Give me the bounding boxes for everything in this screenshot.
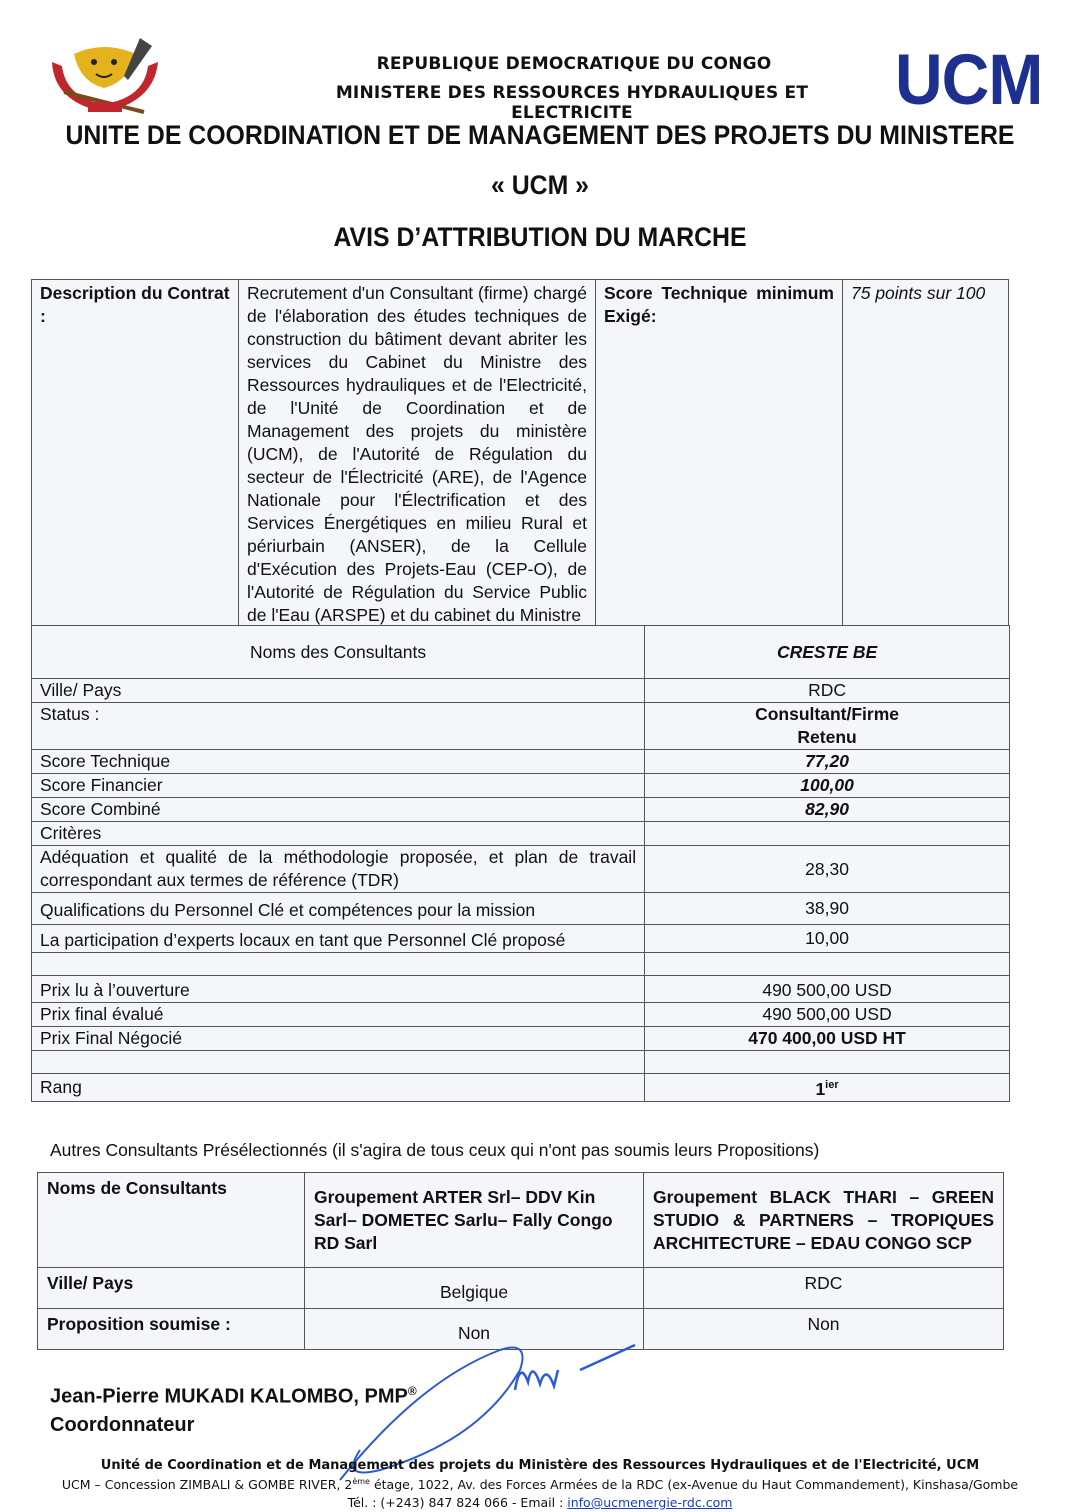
row-value: 490 500,00 USD: [645, 976, 1010, 1003]
table-row: [32, 774, 1010, 798]
contract-description: Recrutement d'un Consultant (firme) chargé de l'élaboration des études techniques de construction du bâtiment devant abriter les services du Cabinet du Ministre des Ressources hydrauliques et de l'Electricité, de l'Unité de Coordination et de Management des projets du ministère (UCM), de l'Autorité de Régulation du secteur de l'Électricité (ARE), de l'Agence Nationale pour l'Électrification et des Services Énergétiques en milieu Rural et périurbain (ANSER), de la Cellule d'Exécution des Projets-Eau (CEP-O), de l'Autorité de Régulation du Service Public de l'Eau (ARSPE) et du cabinet du Ministre: [239, 280, 596, 630]
row-label: Critères: [32, 822, 645, 846]
signatory-title: Coordonnateur: [50, 1413, 195, 1436]
footer-address-part2: étage, 1022, Av. des Forces Armées de la RDC (ex-Avenue du Haut Commandement), Kinshasa/Gombe: [369, 1477, 1019, 1493]
rank-number: 1: [815, 1078, 826, 1099]
row-label: La participation d’experts locaux en tant que Personnel Clé proposé: [32, 925, 645, 953]
table-row: [32, 1074, 1010, 1102]
submitted-label: Proposition soumise :: [38, 1309, 305, 1350]
row-value: Consultant/Firme Retenu: [645, 703, 1010, 750]
footer-address-part1: UCM – Concession ZIMBALI & GOMBE RIVER, 2: [61, 1477, 353, 1493]
row-label: Qualifications du Personnel Clé et compétences pour la mission: [32, 893, 645, 925]
other-consultants-table: [37, 1172, 1004, 1350]
row-value: [645, 822, 1010, 846]
contract-table: [31, 279, 1009, 630]
footer-address: [0, 1477, 1080, 1492]
min-score-label: Score Technique minimum Exigé:: [596, 280, 843, 630]
footer-contact: [0, 1495, 1080, 1510]
row-value: 470 400,00 USD HT: [645, 1027, 1010, 1051]
table-row: [32, 1003, 1010, 1027]
row-label: Status :: [32, 703, 645, 750]
row-label: Score Combiné: [32, 798, 645, 822]
firm-2-submitted: Non: [644, 1309, 1004, 1350]
notice-title: AVIS D’ATTRIBUTION DU MARCHE: [333, 222, 747, 252]
registered-mark: ®: [407, 1384, 417, 1398]
ucm-logo: UCM: [895, 39, 1043, 119]
firm-1-city: Belgique: [305, 1268, 644, 1309]
firm-1-name: Groupement ARTER Srl– DDV Kin Sarl– DOMETEC Sarlu– Fally Congo RD Sarl: [305, 1173, 644, 1268]
row-value: 100,00: [645, 774, 1010, 798]
acronym-title: « UCM »: [490, 170, 590, 200]
firm-2-city: RDC: [644, 1268, 1004, 1309]
row-label: Prix Final Négocié: [32, 1027, 645, 1051]
row-value: [645, 1051, 1010, 1074]
row-value: 490 500,00 USD: [645, 1003, 1010, 1027]
consultant-name: CRESTE BE: [645, 626, 1010, 679]
table-row: [32, 846, 1010, 893]
evaluation-table: [31, 625, 1010, 1102]
unit-title: UNITE DE COORDINATION ET DE MANAGEMENT DES PROJETS DU MINISTERE: [65, 120, 1015, 150]
min-score-value: 75 points sur 100: [843, 280, 1009, 630]
table-row: [32, 893, 1010, 925]
table-row: [32, 750, 1010, 774]
signatory-name-text: Jean-Pierre MUKADI KALOMBO, PMP: [50, 1385, 408, 1408]
row-label: Score Financier: [32, 774, 645, 798]
row-label: Ville/ Pays: [32, 679, 645, 703]
consultants-header: Noms des Consultants: [32, 626, 645, 679]
row-label: Rang: [32, 1074, 645, 1102]
row-value: 28,30: [645, 846, 1010, 893]
row-value: 77,20: [645, 750, 1010, 774]
table-row: [38, 1309, 1004, 1350]
table-row: [38, 1268, 1004, 1309]
coat-of-arms-emblem: [44, 32, 166, 122]
names-label: Noms de Consultants: [38, 1173, 305, 1268]
row-value: RDC: [645, 679, 1010, 703]
rank-suffix: ier: [825, 1079, 839, 1091]
ministry-heading: MINISTERE DES RESSOURCES HYDRAULIQUES ET ELECTRICITE: [335, 83, 809, 123]
republic-heading: REPUBLIQUE DEMOCRATIQUE DU CONGO: [376, 54, 772, 74]
table-row: [32, 798, 1010, 822]
row-label: [32, 953, 645, 976]
table-row: [32, 703, 1010, 750]
contract-label: Description du Contrat :: [32, 280, 239, 630]
table-row: [32, 679, 1010, 703]
footer-phone: Tél. : (+243) 847 824 066 - Email :: [347, 1495, 568, 1510]
row-label: Prix lu à l’ouverture: [32, 976, 645, 1003]
row-value: 38,90: [645, 893, 1010, 925]
signatory-name: [50, 1377, 417, 1411]
row-label: Prix final évalué: [32, 1003, 645, 1027]
row-value: 10,00: [645, 925, 1010, 953]
row-value: [645, 953, 1010, 976]
floor-suffix: ème: [352, 1477, 370, 1486]
table-row: [32, 925, 1010, 953]
table-row: [32, 1051, 1010, 1074]
table-row: [32, 626, 1010, 679]
table-row: [32, 953, 1010, 976]
footer-organization: Unité de Coordination et de Management des projets du Ministère des Ressources Hydrauliques et de l'Electricité, UCM: [100, 1458, 980, 1473]
city-label: Ville/ Pays: [38, 1268, 305, 1309]
table-row: [32, 1027, 1010, 1051]
row-value: 82,90: [645, 798, 1010, 822]
table-row: [32, 976, 1010, 1003]
row-label: Score Technique: [32, 750, 645, 774]
table-row: [38, 1173, 1004, 1268]
signatory-block: [50, 1377, 417, 1439]
row-label: Adéquation et qualité de la méthodologie proposée, et plan de travail correspondant aux termes de référence (TDR): [32, 846, 645, 893]
rank-value: [645, 1074, 1010, 1102]
firm-2-name: Groupement BLACK THARI – GREEN STUDIO & PARTNERS – TROPIQUES ARCHITECTURE – EDAU CONGO SCP: [644, 1173, 1004, 1268]
other-consultants-intro: Autres Consultants Présélectionnés (il s'agira de tous ceux qui n'ont pas soumis leurs Propositions): [50, 1140, 820, 1160]
firm-1-submitted: Non: [305, 1309, 644, 1350]
email-link[interactable]: info@ucmenergie-rdc.com: [567, 1495, 733, 1510]
row-label: [32, 1051, 645, 1074]
table-row: [32, 822, 1010, 846]
